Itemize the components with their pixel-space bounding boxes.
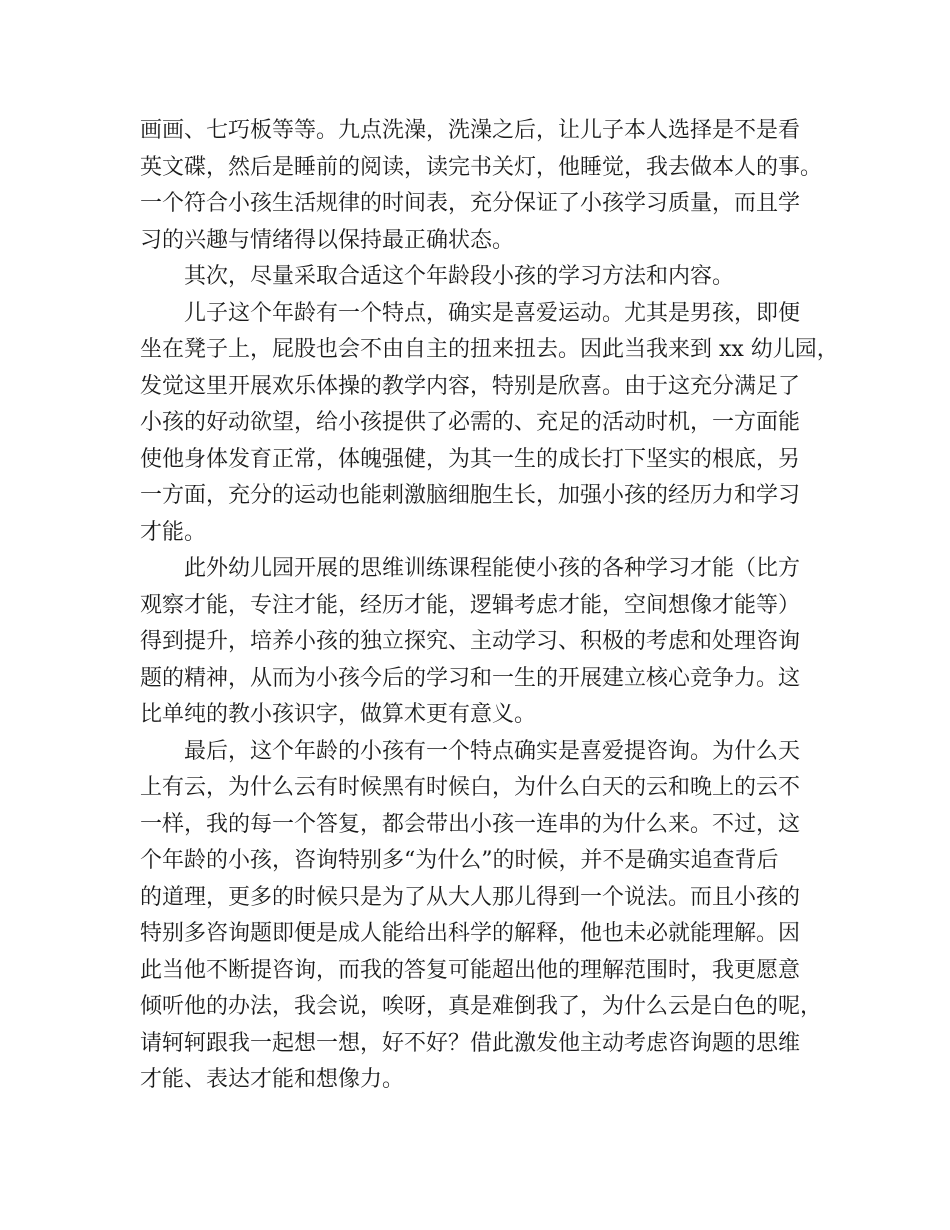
paragraph	[140, 113, 823, 259]
text-line: 小孩的好动欲望，给小孩提供了必需的、充足的活动时机，一方面能	[140, 410, 801, 435]
text-line: 比单纯的教小孩识字，做算术更有意义。	[140, 702, 537, 727]
text-line: 才能、表达才能和想像力。	[140, 1067, 405, 1092]
text-line: 使他身体发育正常，体魄强健，为其一生的成长打下坚实的根底，另	[140, 446, 801, 472]
text-line: 最后，这个年龄的小孩有一个特点确实是喜爱提咨询。为什么天	[184, 738, 801, 764]
document-page	[140, 113, 839, 1099]
paragraph	[140, 259, 820, 296]
paragraph	[140, 296, 839, 552]
text-line: 上有云，为什么云有时候黑有时候白，为什么白天的云和晚上的云不	[140, 775, 801, 800]
paragraph	[140, 551, 820, 734]
text-line: 坐在凳子上，屁股也会不由自主的扭来扭去。因此当我来到 xx 幼儿园，	[140, 337, 839, 362]
text-line: 请轲轲跟我一起想一想，好不好？借此激发他主动考虑咨询题的思维	[140, 1030, 801, 1056]
paragraph	[140, 734, 823, 1099]
text-line: 画画、七巧板等等。九点洗澡，洗澡之后，让儿子本人选择是不是看	[140, 118, 801, 143]
text-line: 习的兴趣与情绪得以保持最正确状态。	[140, 227, 515, 253]
text-line: 发觉这里开展欢乐体操的教学内容，特别是欣喜。由于这充分满足了	[140, 373, 801, 399]
text-line: 倾听他的办法，我会说，唉呀，真是难倒我了，为什么云是白色的呢，	[140, 994, 823, 1019]
text-line: 特别多咨询题即便是成人能给出科学的解释，他也未必就能理解。因	[140, 921, 801, 946]
text-line: 题的精神，从而为小孩今后的学习和一生的开展建立核心竞争力。这	[140, 665, 801, 691]
text-line: 观察才能，专注才能，经历才能，逻辑考虑才能，空间想像才能等）	[140, 592, 801, 618]
text-line: 一个符合小孩生活规律的时间表，充分保证了小孩学习质量，而且学	[140, 191, 801, 216]
text-line: 此当他不断提咨询，而我的答复可能超出他的理解范围时，我更愿意	[140, 957, 801, 983]
text-line: 个年龄的小孩，咨询特别多“为什么”的时候，并不是确实追查背后	[140, 848, 779, 873]
text-line: 其次，尽量采取合适这个年龄段小孩的学习方法和内容。	[184, 264, 735, 289]
text-line: 一样，我的每一个答复，都会带出小孩一连串的为什么来。不过，这	[140, 811, 801, 837]
text-line: 英文碟，然后是睡前的阅读，读完书关灯，他睡觉，我去做本人的事。	[140, 154, 823, 180]
text-line: 一方面，充分的运动也能刺激脑细胞生长，加强小孩的经历力和学习	[140, 483, 801, 508]
text-line: 才能。	[140, 519, 207, 545]
text-line: 此外幼儿园开展的思维训练课程能使小孩的各种学习才能（比方	[184, 556, 801, 581]
text-line: 得到提升，培养小孩的独立探究、主动学习、积极的考虑和处理咨询	[140, 629, 801, 654]
text-line: 儿子这个年龄有一个特点，确实是喜爱运动。尤其是男孩，即便	[184, 300, 801, 326]
text-line: 的道理，更多的时候只是为了从大人那儿得到一个说法。而且小孩的	[140, 884, 801, 910]
